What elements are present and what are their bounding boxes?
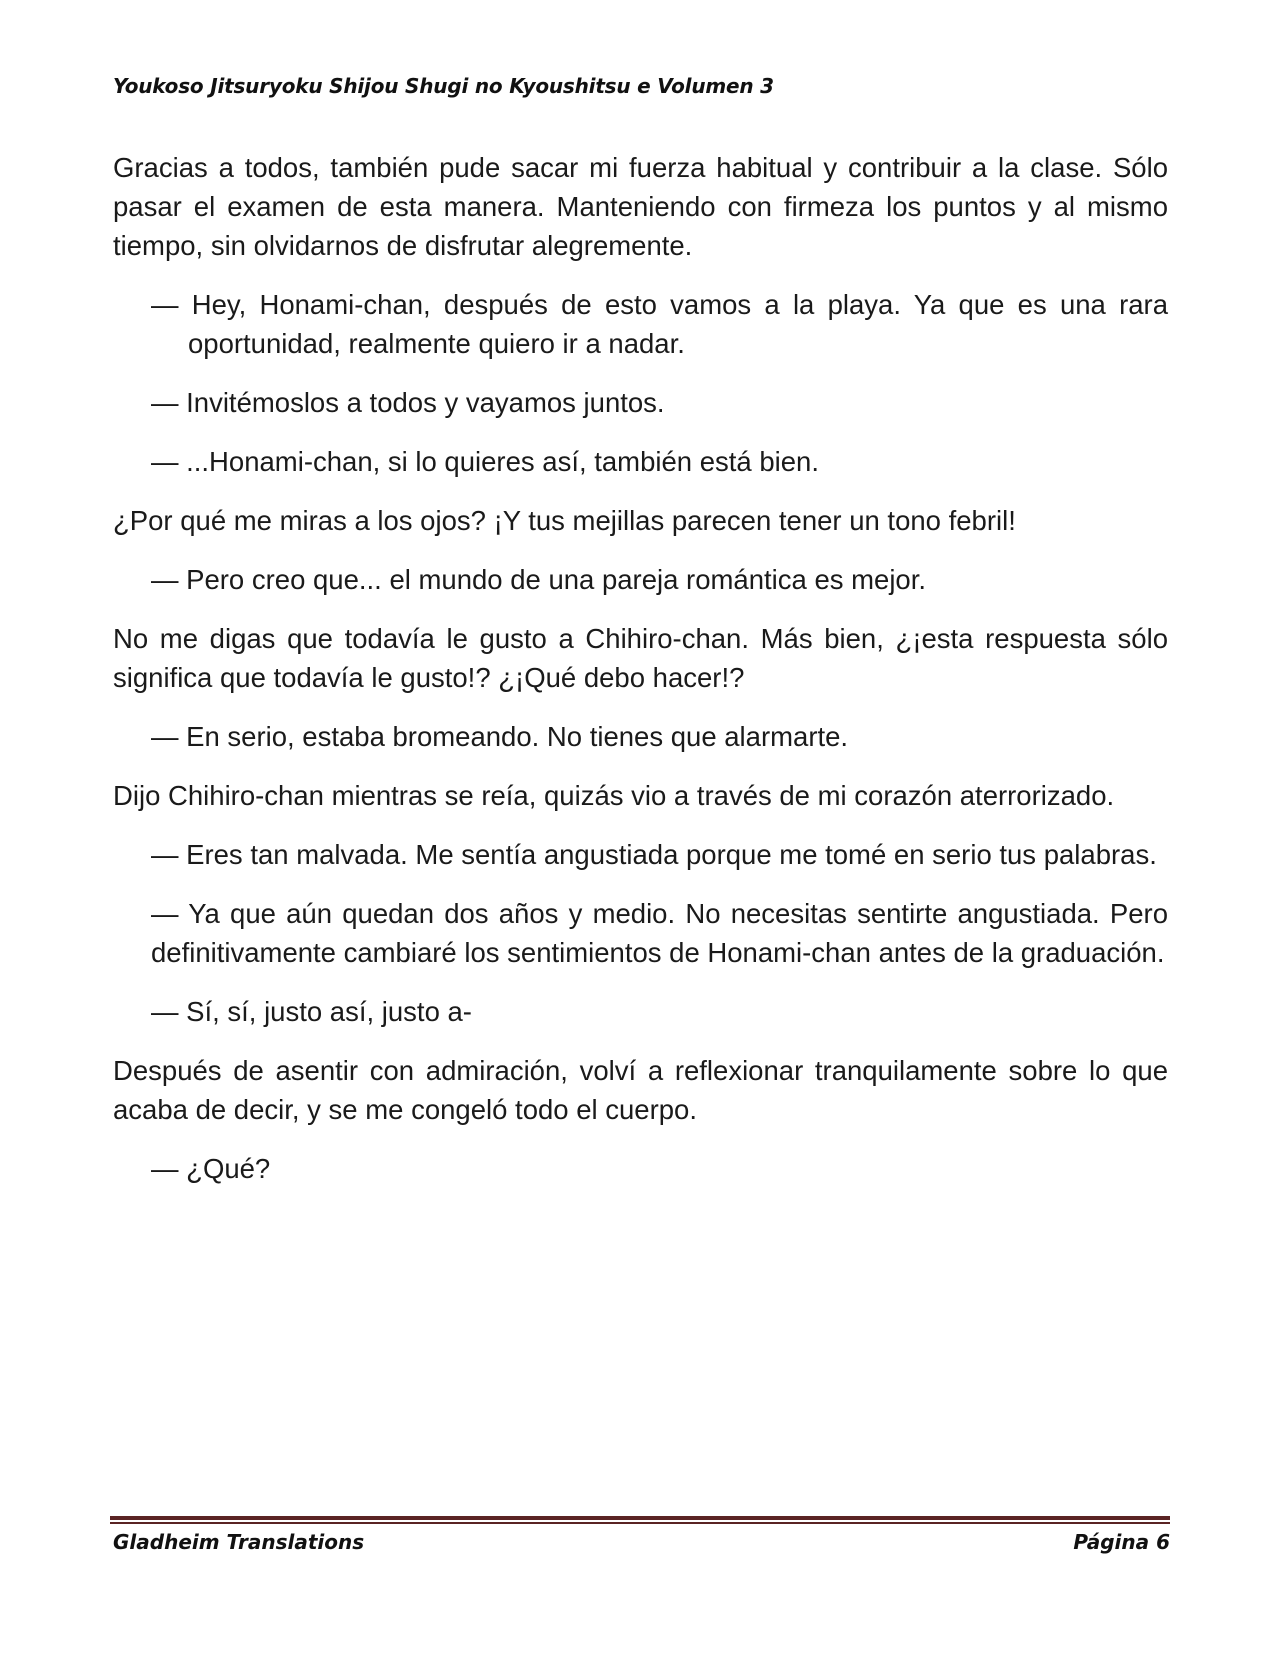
paragraph-dialog: — Eres tan malvada. Me sentía angustiada porque me tomé en serio tus palabras. [151, 839, 1157, 870]
paragraph-dialog: — Sí, sí, justo así, justo a- [151, 996, 472, 1027]
paragraph-narration: Después de asentir con admiración, volví a reflexionar tranquilamente sobre lo que acaba de decir, y se me congeló todo el cuerpo. [113, 1055, 1168, 1125]
footer-divider [110, 1516, 1170, 1520]
paragraph-dialog: — Invitémoslos a todos y vayamos juntos. [151, 387, 665, 418]
page-header-title: Youkoso Jitsuryoku Shijou Shugi no Kyoushitsu e Volumen 3 [113, 74, 774, 98]
paragraph-dialog: — Hey, Honami-chan, después de esto vamos a la playa. Ya que es una rara oportunidad, realmente quiero ir a nadar. [151, 289, 1168, 359]
footer-page-number: Página 6 [1073, 1530, 1170, 1554]
paragraph-narration: No me digas que todavía le gusto a Chihiro-chan. Más bien, ¿¡esta respuesta sólo significa que todavía le gusto!? ¿¡Qué debo hacer!? [113, 623, 1168, 693]
footer-divider-thin [110, 1522, 1170, 1524]
paragraph-dialog: — ...Honami-chan, si lo quieres así, también está bien. [151, 446, 819, 477]
paragraph-dialog: — ¿Qué? [151, 1153, 271, 1184]
footer-publisher: Gladheim Translations [113, 1530, 365, 1554]
paragraph-narration: ¿Por qué me miras a los ojos? ¡Y tus mejillas parecen tener un tono febril! [113, 505, 1016, 536]
document-body [113, 148, 1168, 1208]
paragraph-dialog: — En serio, estaba bromeando. No tienes que alarmarte. [151, 721, 849, 752]
paragraph-narration: Dijo Chihiro-chan mientras se reía, quizás vio a través de mi corazón aterrorizado. [113, 780, 1115, 811]
paragraph-dialog: — Ya que aún quedan dos años y medio. No necesitas sentirte angustiada. Pero definitivamente cambiaré los sentimientos de Honami-chan antes de la graduación. [151, 898, 1168, 968]
paragraph-dialog: — Pero creo que... el mundo de una pareja romántica es mejor. [151, 564, 927, 595]
paragraph-narration: Gracias a todos, también pude sacar mi fuerza habitual y contribuir a la clase. Sólo pasar el examen de esta manera. Manteniendo con firmeza los puntos y al mismo tiempo, sin olvidarnos de disfrutar alegremente. [113, 152, 1168, 261]
